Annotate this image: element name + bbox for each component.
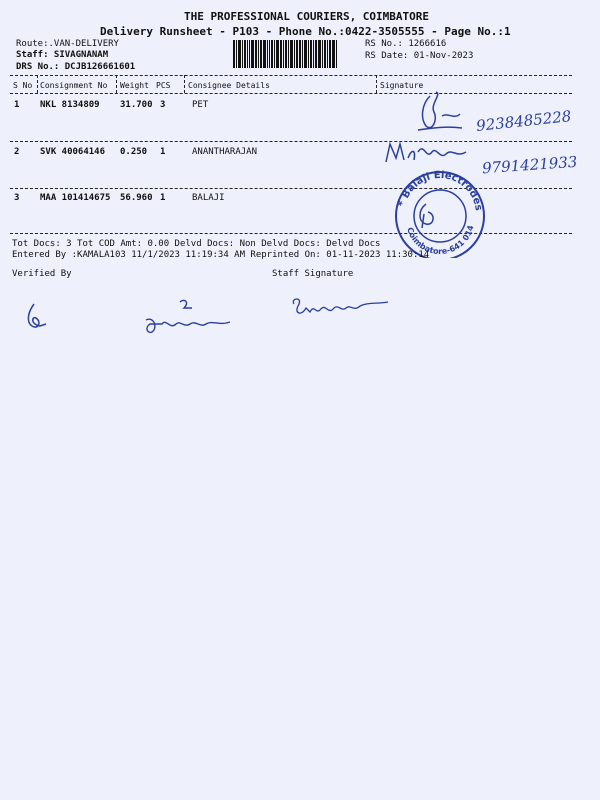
- col-header-consignment: Consignment No: [40, 81, 108, 90]
- row-weight: 0.250: [120, 147, 148, 157]
- row-weight: 56.960: [120, 193, 153, 203]
- divider: [10, 75, 572, 76]
- staff-signature: [288, 294, 392, 322]
- company-title: THE PROFESSIONAL COURIERS, COIMBATORE: [184, 10, 430, 23]
- totals-summary: Tot Docs: 3 Tot COD Amt: 0.00 Delvd Docs: Non Delvd Docs: Delvd Docs: [12, 239, 381, 249]
- row-sno: 1: [14, 100, 20, 110]
- col-header-signature: Signature: [380, 81, 424, 90]
- row-pcs: 3: [160, 100, 166, 110]
- row-consignment: MAA 101414675: [40, 193, 111, 203]
- row-consignment: NKL 8134809: [40, 100, 100, 110]
- column-divider: [376, 75, 377, 93]
- staff-signature-label: Staff Signature: [272, 269, 354, 279]
- barcode: [233, 40, 360, 68]
- signature-row-2: [382, 138, 472, 168]
- handwritten-phone: 9791421933: [481, 152, 578, 178]
- col-header-sno: S No: [13, 81, 33, 90]
- signature-row-1: [412, 90, 472, 138]
- col-header-weight: Weight: [120, 81, 149, 90]
- verified-by-label: Verified By: [12, 269, 72, 279]
- divider: [10, 93, 572, 94]
- col-header-pcs: PCS: [156, 81, 171, 90]
- verified-signature: [22, 302, 52, 332]
- drs-number: DRS No.: DCJB126661601: [16, 62, 136, 72]
- verified-signature-2: [140, 298, 240, 340]
- column-divider: [184, 75, 185, 93]
- rs-number: RS No.: 1266616: [365, 39, 447, 49]
- row-consignee: ANANTHARAJAN: [192, 147, 258, 157]
- entered-by: Entered By :KAMALA103 11/1/2023 11:19:34 AM Reprinted On: 01-11-2023 11:30:14: [12, 250, 430, 260]
- route-label: Route:.VAN-DELIVERY: [16, 39, 119, 49]
- row-pcs: 1: [160, 193, 166, 203]
- row-sno: 3: [14, 193, 20, 203]
- divider: [10, 141, 572, 142]
- row-weight: 31.700: [120, 100, 153, 110]
- staff-label: Staff: SIVAGNANAM: [16, 50, 109, 60]
- stamp-top-text: * Balaji Electrodes: [396, 169, 484, 212]
- rs-date: RS Date: 01-Nov-2023: [365, 51, 474, 61]
- row-consignee: BALAJI: [192, 193, 225, 203]
- stamp-bottom-text: Coimbatore-641 014: [405, 224, 476, 257]
- row-consignee: PET: [192, 100, 209, 110]
- company-stamp: [388, 168, 492, 258]
- column-divider: [116, 75, 117, 93]
- handwritten-phone: 9238485228: [475, 107, 573, 135]
- row-pcs: 1: [160, 147, 166, 157]
- runsheet-subtitle: Delivery Runsheet - P103 - Phone No.:0422-3505555 - Page No.:1: [100, 25, 511, 38]
- col-header-consignee: Consignee Details: [188, 81, 270, 90]
- column-divider: [37, 75, 38, 93]
- row-consignment: SVK 40064146: [40, 147, 106, 157]
- row-sno: 2: [14, 147, 20, 157]
